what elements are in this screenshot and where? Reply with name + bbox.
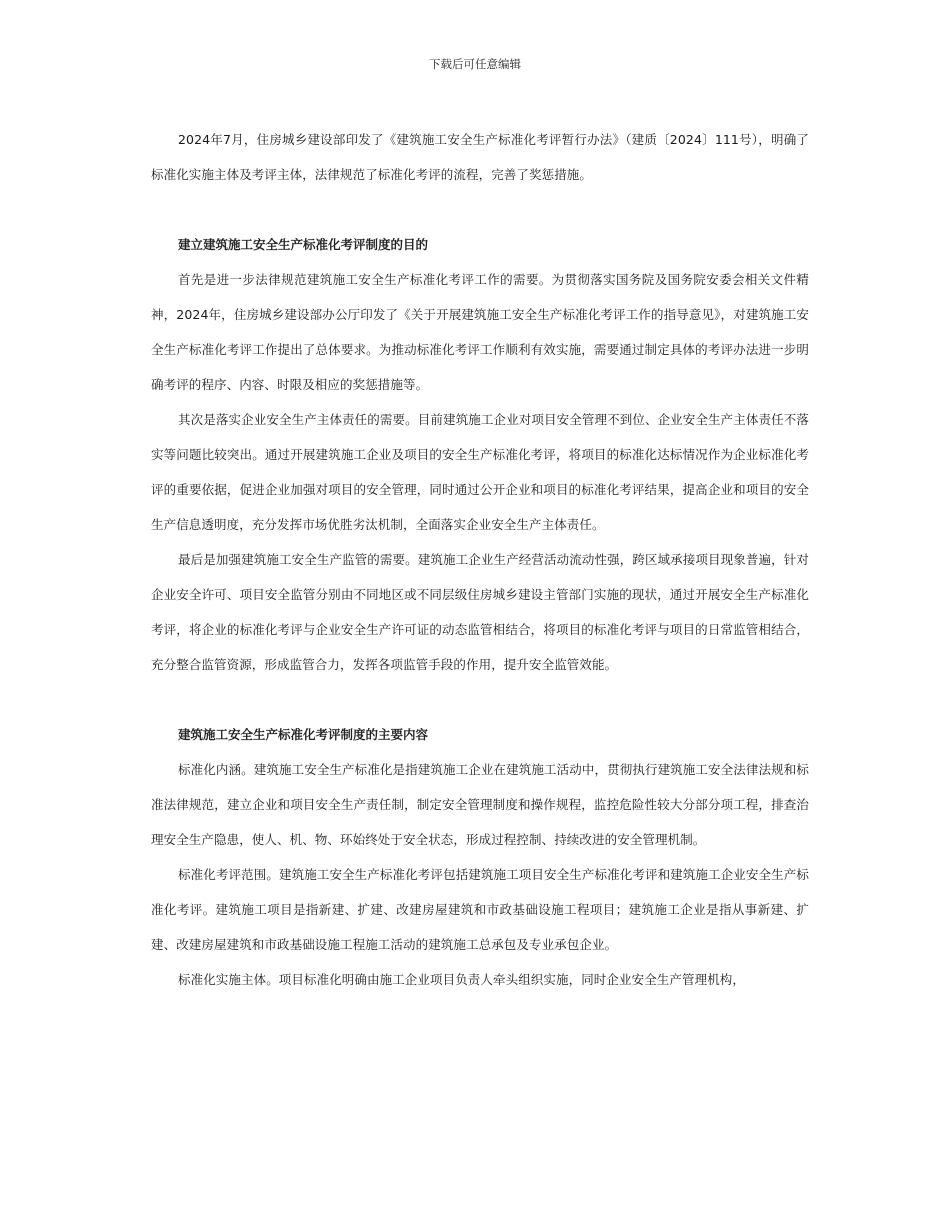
body-paragraph: 首先是进一步法律规范建筑施工安全生产标准化考评工作的需要。为贯彻落实国务院及国务院安委会相关文件精神，2024年，住房城乡建设部办公厅印发了《关于开展建筑施工安全生产标准化考评工作的指导意见》，对建筑施工安全生产标准化考评工作提出了总体要求。为推动标准化考评工作顺利有效实施，需要通过制定具体的考评办法进一步明确考评的程序、内容、时限及相应的奖惩措施等。 [151,272,809,392]
section-heading: 建立建筑施工安全生产标准化考评制度的目的 [178,237,429,252]
section-main-content [151,717,809,997]
intro-paragraph: 2024年7月，住房城乡建设部印发了《建筑施工安全生产标准化考评暂行办法》（建质〔2024〕111号），明确了标准化实施主体及考评主体，法律规范了标准化考评的流程，完善了奖惩措施。 [151,132,809,182]
body-paragraph: 标准化考评范围。建筑施工安全生产标准化考评包括建筑施工项目安全生产标准化考评和建筑施工企业安全生产标准化考评。建筑施工项目是指新建、扩建、改建房屋建筑和市政基础设施工程项目；建筑施工企业是指从事新建、扩建、改建房屋建筑和市政基础设施工程施工活动的建筑施工总承包及专业承包企业。 [151,867,809,952]
section-purpose [151,227,809,682]
body-paragraph: 标准化内涵。建筑施工安全生产标准化是指建筑施工企业在建筑施工活动中，贯彻执行建筑施工安全法律法规和标准法律规范，建立企业和项目安全生产责任制，制定安全管理制度和操作规程，监控危险性较大分部分项工程，排查治理安全生产隐患，使人、机、物、环始终处于安全状态，形成过程控制、持续改进的安全管理机制。 [151,762,809,847]
document-body [151,122,809,997]
body-paragraph: 其次是落实企业安全生产主体责任的需要。目前建筑施工企业对项目安全管理不到位、企业安全生产主体责任不落实等问题比较突出。通过开展建筑施工企业及项目的安全生产标准化考评，将项目的标准化达标情况作为企业标准化考评的重要依据，促进企业加强对项目的安全管理，同时通过公开企业和项目的标准化考评结果，提高企业和项目的安全生产信息透明度，充分发挥市场优胜劣汰机制，全面落实企业安全生产主体责任。 [151,412,809,532]
body-paragraph: 标准化实施主体。项目标准化明确由施工企业项目负责人牵头组织实施，同时企业安全生产管理机构， [178,972,746,987]
body-paragraph: 最后是加强建筑施工安全生产监管的需要。建筑施工企业生产经营活动流动性强，跨区域承接项目现象普遍，针对企业安全许可、项目安全监管分别由不同地区或不同层级住房城乡建设主管部门实施的现状，通过开展安全生产标准化考评，将企业的标准化考评与企业安全生产许可证的动态监管相结合，将项目的标准化考评与项目的日常监管相结合，充分整合监管资源，形成监管合力，发挥各项监管手段的作用，提升安全监管效能。 [151,552,809,672]
section-heading: 建筑施工安全生产标准化考评制度的主要内容 [178,727,429,742]
section-spacer [151,682,809,717]
section-spacer [151,192,809,227]
page-header: 下载后可任意编辑 [429,57,521,71]
